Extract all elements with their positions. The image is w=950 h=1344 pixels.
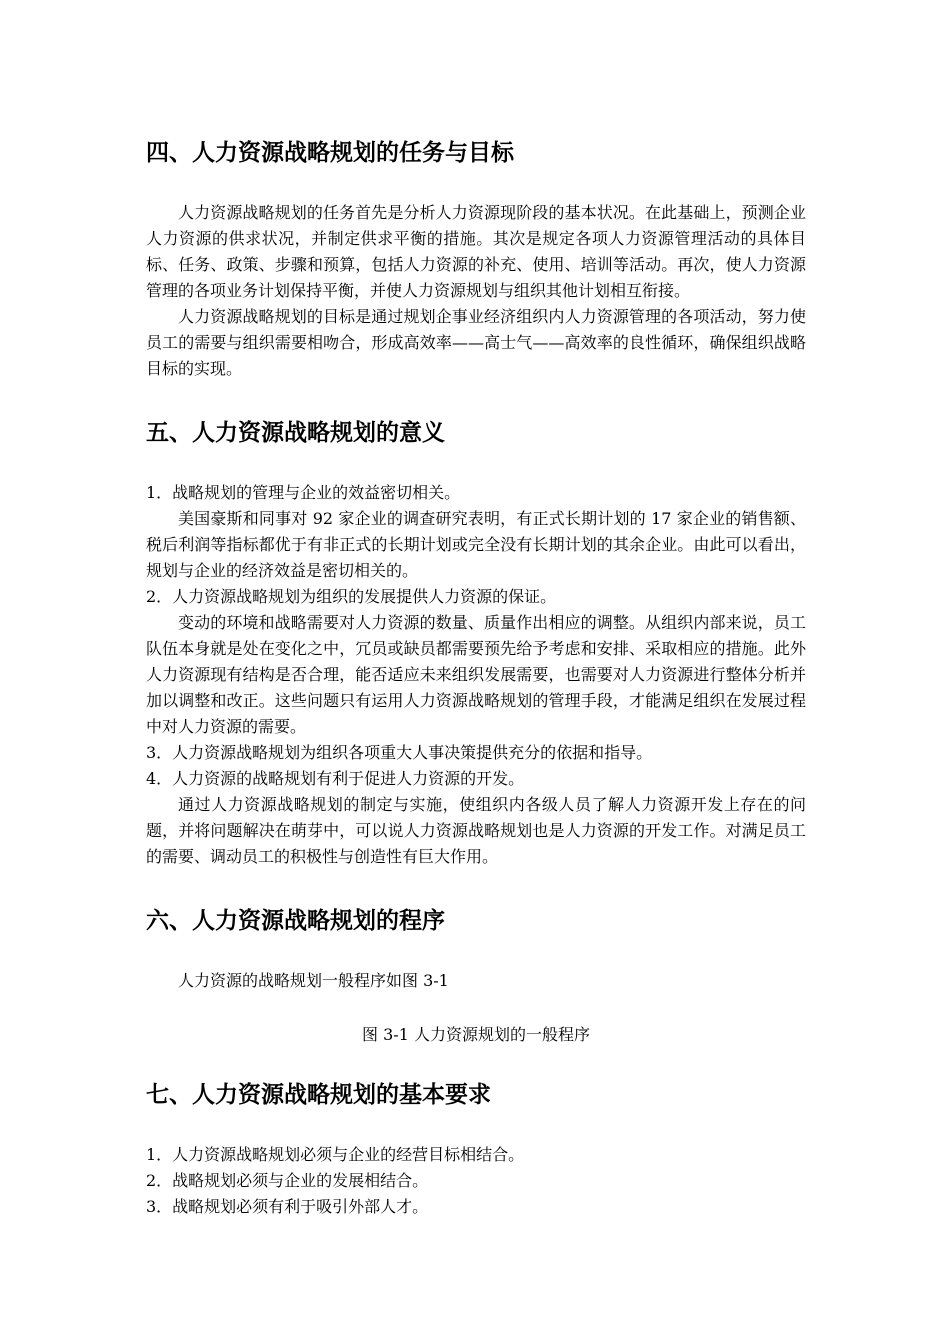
section-title-significance: 五、人力资源战略规划的意义 bbox=[146, 420, 445, 446]
paragraph-development: 通过人力资源战略规划的制定与实施，使组织内各级人员了解人力资源开发上存在的问题，并将问题解决在萌芽中，可以说人力资源战略规划也是人力资源的开发工作。对满足员工的需要、调动员工的积极性与创造性有巨大作用。 bbox=[146, 795, 806, 866]
paragraph-tasks: 人力资源战略规划的任务首先是分析人力资源现阶段的基本状况。在此基础上，预测企业人力资源的供求状况，并制定供求平衡的措施。其次是规定各项人力资源管理活动的具体目标、任务、政策、步骤和预算，包括人力资源的补充、使用、培训等活动。再次，使人力资源管理的各项业务计划保持平衡，并使人力资源规划与组织其他计划相互衔接。 bbox=[146, 203, 806, 300]
section-title-tasks-goals: 四、人力资源战略规划的任务与目标 bbox=[146, 140, 514, 166]
list-item-3: 3．人力资源战略规划为组织各项重大人事决策提供充分的依据和指导。 bbox=[146, 743, 653, 762]
paragraph-procedure: 人力资源的战略规划一般程序如图 3-1 bbox=[178, 971, 449, 990]
list-item-1: 1．战略规划的管理与企业的效益密切相关。 bbox=[146, 483, 461, 502]
paragraph-study: 美国豪斯和同事对 92 家企业的调查研究表明，有正式长期计划的 17 家企业的销售额、税后利润等指标都优于有非正式的长期计划或完全没有长期计划的其余企业。由此可以看出，规划与企业的经济效益是密切相关的。 bbox=[146, 509, 806, 580]
requirement-item-3: 3．战略规划必须有利于吸引外部人才。 bbox=[146, 1197, 429, 1216]
paragraph-environment: 变动的环境和战略需要对人力资源的数量、质量作出相应的调整。从组织内部来说，员工队伍本身就是处在变化之中，冗员或缺员都需要预先给予考虑和安排、采取相应的措施。此外人力资源现有结构是否合理，能否适应未来组织发展需要，也需要对人力资源进行整体分析并加以调整和改正。这些问题只有运用人力资源战略规划的管理手段，才能满足组织在发展过程中对人力资源的需要。 bbox=[146, 613, 806, 736]
section-title-requirements: 七、人力资源战略规划的基本要求 bbox=[146, 1082, 491, 1108]
document-page bbox=[146, 118, 806, 1220]
list-item-4: 4．人力资源的战略规划有利于促进人力资源的开发。 bbox=[146, 769, 525, 788]
paragraph-goals: 人力资源战略规划的目标是通过规划企事业经济组织内人力资源管理的各项活动，努力使员工的需要与组织需要相吻合，形成高效率——高士气——高效率的良性循环，确保组织战略目标的实现。 bbox=[146, 307, 806, 378]
requirement-item-1: 1．人力资源战略规划必须与企业的经营目标相结合。 bbox=[146, 1145, 525, 1164]
figure-caption: 图 3-1 人力资源规划的一般程序 bbox=[362, 1025, 590, 1044]
section-title-procedure: 六、人力资源战略规划的程序 bbox=[146, 908, 445, 934]
requirement-item-2: 2．战略规划必须与企业的发展相结合。 bbox=[146, 1171, 429, 1190]
list-item-2: 2．人力资源战略规划为组织的发展提供人力资源的保证。 bbox=[146, 587, 557, 606]
